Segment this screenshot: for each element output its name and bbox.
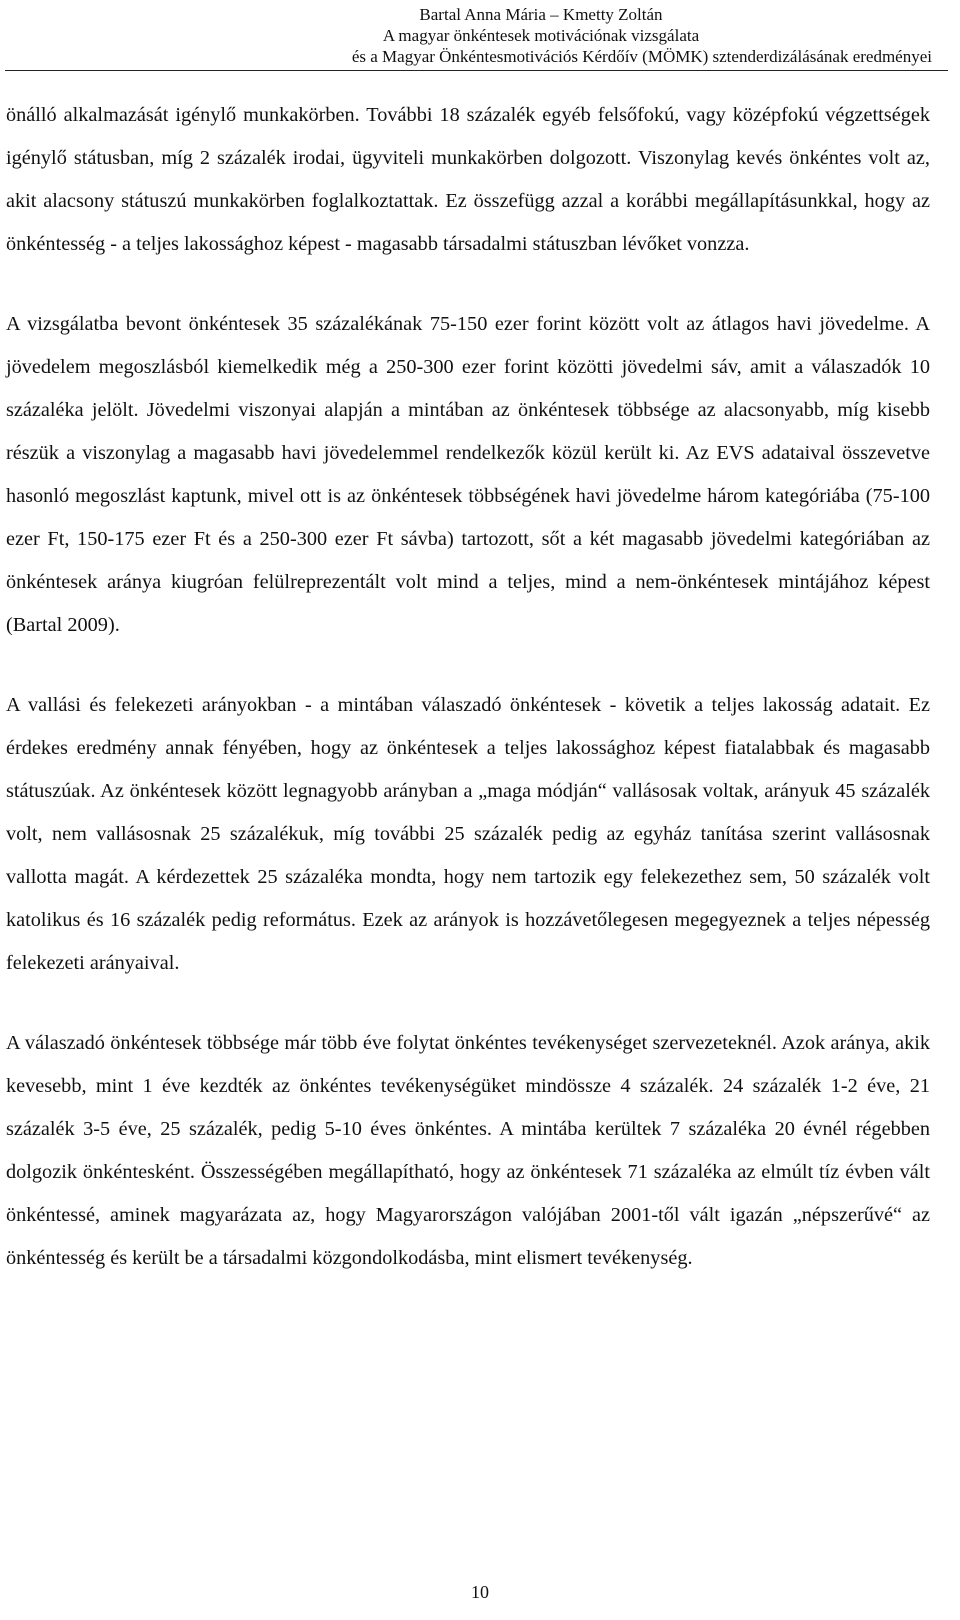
paragraph-religion: A vallási és felekezeti arányokban - a mintában válaszadó önkéntesek - követik a teljes lakosság adatait. Ez érdekes eredmény annak fényében, hogy az önkéntesek a teljes lakossághoz képest fiatalabbak és magasabb státuszúak. Az önkéntesek között legnagyobb arányban a „maga módján“ vallásosak voltak, arányuk 45 százalék volt, nem vallásosnak 25 százalékuk, míg további 25 százalék pedig az egyház tanítása szerint vallásosnak vallotta magát. A kérdezettek 25 százaléka mondta, hogy nem tartozik egy felekezethez sem, 50 százalék volt katolikus és 16 százalék pedig református. Ezek az arányok is hozzávetőlegesen megegyeznek a teljes népesség felekezeti arányaival. — [6, 694, 930, 974]
paragraph-occupation: önálló alkalmazását igénylő munkakörben. További 18 százalék egyéb felsőfokú, vagy középfokú végzettségek igénylő státusban, míg 2 százalék irodai, ügyviteli munkakörben dolgozott. Viszonylag kevés önkéntes volt az, akit alacsony státuszú munkakörben foglalkoztattak. Ez összefügg azzal a korábbi megállapításunkkal, hogy az önkéntesség - a teljes lakossághoz képest - magasabb társadalmi státuszban lévőket vonzza. — [6, 104, 930, 255]
paragraph-income: A vizsgálatba bevont önkéntesek 35 százalékának 75-150 ezer forint között volt az átlagos havi jövedelme. A jövedelem megoszlásból kiemelkedik még a 250-300 ezer forint közötti jövedelmi sáv, amit a válaszadók 10 százaléka jelölt. Jövedelmi viszonyai alapján a mintában az önkéntesek többsége az alacsonyabb, míg kisebb részük a viszonylag a magasabb havi jövedelemmel rendelkezők közül került ki. Az EVS adataival összevetve hasonló megoszlást kaptunk, mivel ott is az önkéntesek többségének havi jövedelme három kategóriába (75-100 ezer Ft, 150-175 ezer Ft és a 250-300 ezer Ft sávba) tartozott, sőt a két magasabb jövedelmi kategóriában az önkéntesek aránya kiugróan felülreprezentált volt mind a teljes, mind a nem-önkéntesek mintájához képest (Bartal 2009). — [6, 313, 930, 636]
header-title-line1: A magyar önkéntesek motivációnak vizsgálata — [382, 26, 700, 45]
header-divider — [5, 70, 948, 71]
header-title-line2: és a Magyar Önkéntesmotivációs Kérdőív (MÖMK) sztenderdizálásának eredményei — [351, 47, 932, 66]
paragraph-volunteer-tenure: A válaszadó önkéntesek többsége már több éve folytat önkéntes tevékenységet szervezeteknél. Azok aránya, akik kevesebb, mint 1 éve kezdték az önkéntes tevékenységüket mindössze 4 százalék. 24 százalék 1-2 éve, 21 százalék 3-5 éve, 25 százalék, pedig 5-10 éves önkéntes. A mintába kerültek 7 százaléka 20 évnél régebben dolgozik önkéntesként. Összességében megállapítható, hogy az önkéntesek 71 százaléka az elmúlt tíz évben vált önkéntessé, aminek magyarázata az, hogy Magyarországon valójában 2001-től vált igazán „népszerűvé“ az önkéntesség és került be a társadalmi közgondolkodásba, mint elismert tevékenység. — [6, 1032, 930, 1269]
running-header — [0, 4, 960, 67]
page-number: 10 — [471, 1582, 489, 1602]
header-authors: Bartal Anna Mária – Kmetty Zoltán — [419, 5, 663, 24]
document-body — [6, 94, 930, 1317]
